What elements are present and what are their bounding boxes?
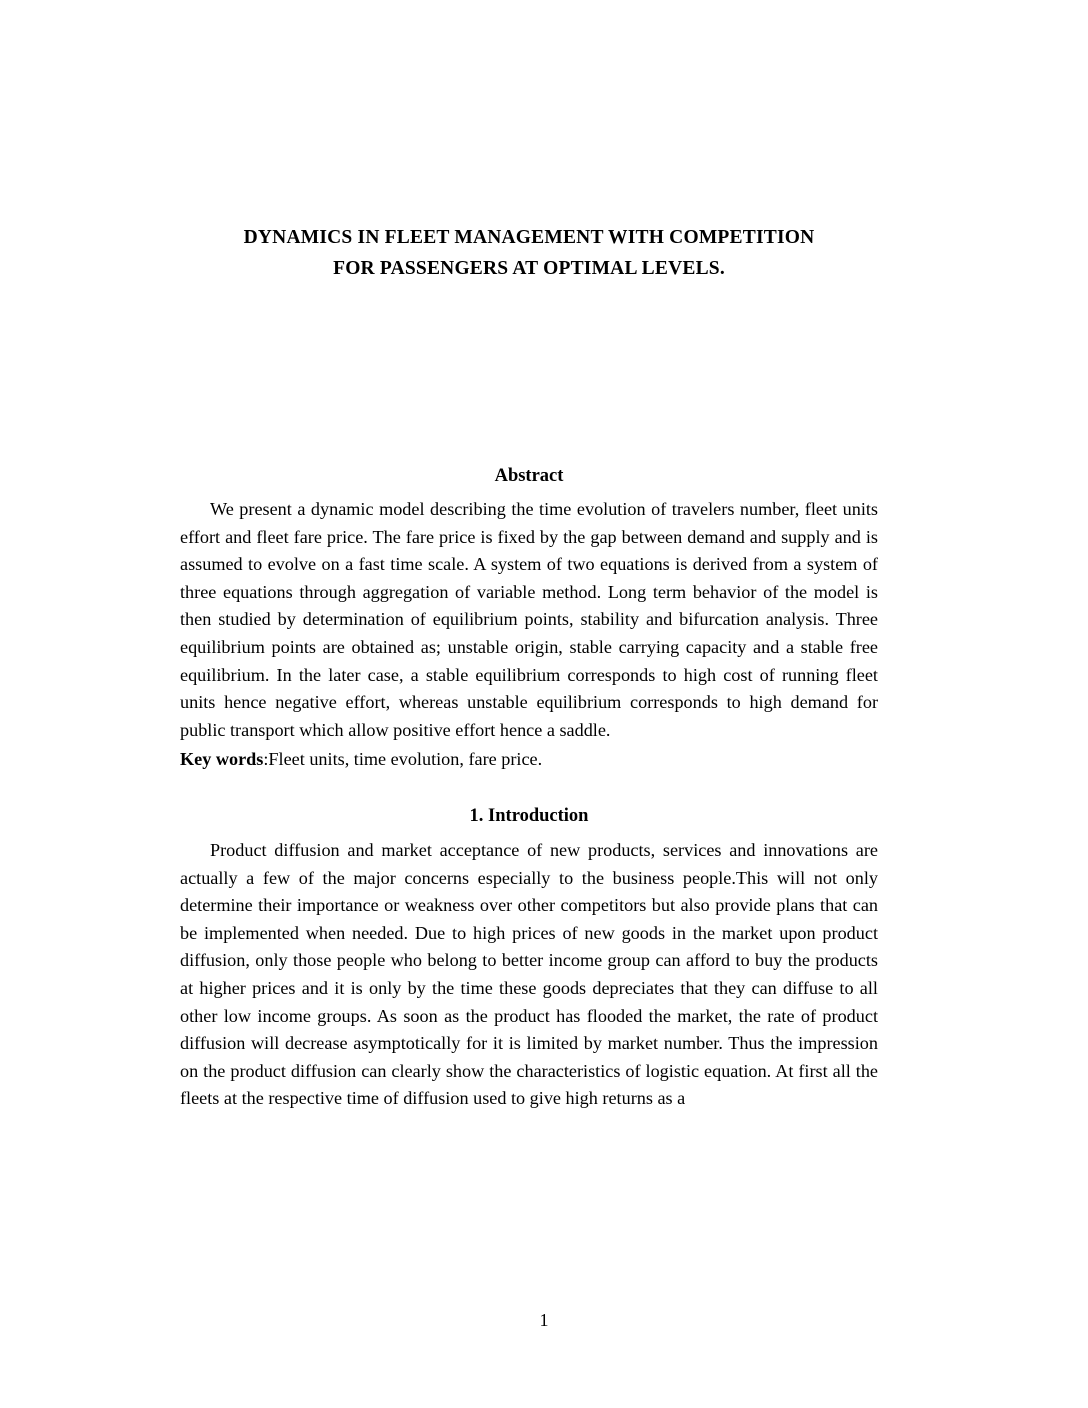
abstract-paragraph: We present a dynamic model describing the time evolution of travelers number, fleet units effort and fleet fare price. The fare price is fixed by the gap between demand and supply and is assumed to evolve on a fast time scale. A system of two equations is derived from a system of three equations through aggregation of variable method. Long term behavior of the model is then studied by determination of equilibrium points, stability and bifurcation analysis. Three equilibrium points are obtained as; unstable origin, stable carrying capacity and a stable free equilibrium. In the later case, a stable equilibrium corresponds to high cost of running fleet units hence negative effort, whereas unstable equilibrium corresponds to high demand for public transport which allow positive effort hence a saddle. [180, 499, 878, 740]
introduction-paragraph: Product diffusion and market acceptance of new products, services and innovations are actually a few of the major concerns especially to the business people.This will not only determine their importance or weakness over other competitors but also provide plans that can be implemented when needed. Due to high prices of new goods in the market upon product diffusion, only those people who belong to better income group can afford to buy the products at higher prices and it is only by the time these goods depreciates that they can diffuse to all other low income groups. As soon as the product has flooded the market, the rate of product diffusion will decrease asymptotically for it is limited by market number. Thus the impression on the product diffusion can clearly show the characteristics of logistic equation. At first all the fleets at the respective time of diffusion used to give high returns as a [180, 839, 878, 1109]
keywords-line [180, 746, 878, 774]
title-line-1: DYNAMICS IN FLEET MANAGEMENT WITH COMPETITION [243, 227, 815, 248]
keywords-label: Key words [180, 749, 264, 770]
page-title [180, 222, 878, 284]
keywords-separator: : [263, 749, 269, 770]
page-number: 1 [539, 1310, 549, 1330]
page-content [180, 0, 878, 1113]
keywords-value: Fleet units, time evolution, fare price. [268, 749, 543, 770]
title-line-2: FOR PASSENGERS AT OPTIMAL LEVELS. [333, 258, 725, 279]
abstract-heading: Abstract [494, 466, 564, 486]
section-heading-introduction: 1. Introduction [469, 805, 589, 826]
